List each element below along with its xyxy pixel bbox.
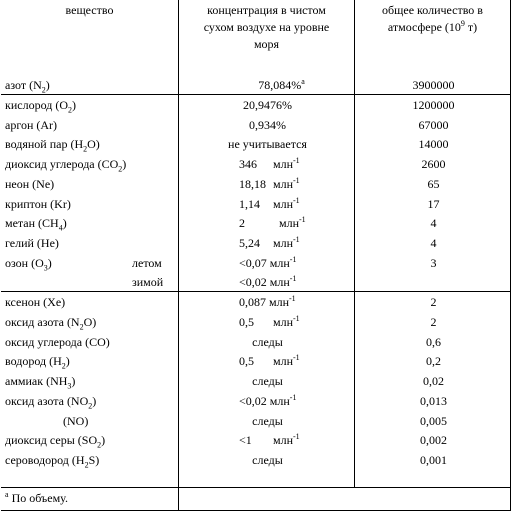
concentration-cell: [181, 335, 354, 349]
substance-cell: [5, 256, 177, 273]
header-concentration: концентрация в чистом сухом воздухе на уровне моря: [203, 3, 330, 51]
row-divider: [1, 487, 511, 488]
concentration-cell: [181, 354, 354, 368]
concentration-value: следы: [252, 374, 283, 388]
substance-cell: [5, 374, 177, 391]
total-amount-value: 0,6: [426, 335, 441, 349]
concentration-value: 20,9476%: [243, 98, 292, 112]
formula-subscript: 2: [83, 144, 88, 154]
concentration-value: следы: [252, 335, 283, 349]
unit-label: млн: [273, 197, 294, 211]
substance-cell: [5, 137, 177, 154]
concentration-value: 0,087 млн: [239, 295, 290, 309]
unit-label: млн: [273, 236, 294, 250]
substance-cell: [5, 453, 177, 470]
concentration-cell: [181, 275, 354, 289]
formula-close: ): [47, 256, 52, 270]
substance-cell: [5, 177, 177, 191]
concentration-value: 78,084%: [258, 78, 302, 92]
concentration-cell: [181, 177, 354, 191]
concentration-value: <1: [239, 433, 252, 447]
substance-cell: [5, 118, 177, 132]
total-amount-value: 1200000: [412, 98, 455, 112]
total-amount-cell: [356, 315, 511, 329]
concentration-value: 0,5: [239, 315, 254, 329]
header-substance: вещество: [65, 3, 114, 17]
unit-exponent: -1: [299, 215, 306, 224]
substance-name: неон (Ne): [5, 177, 55, 191]
formula-subscript: 2: [41, 85, 46, 95]
total-amount-cell: [356, 374, 511, 388]
total-amount-cell: [356, 394, 511, 408]
formula-close: ): [62, 216, 67, 230]
total-amount-cell: [356, 98, 511, 112]
total-amount-value: 0,002: [420, 433, 447, 447]
total-amount-cell: [356, 177, 511, 191]
substance-name: оксид азота (N: [5, 315, 80, 329]
formula-subscript: 3: [43, 263, 48, 273]
total-amount-value: 0,2: [426, 354, 441, 368]
substance-cell: [5, 315, 177, 332]
concentration-cell: [181, 216, 354, 230]
formula-close: ): [101, 433, 106, 447]
concentration-value: 346: [239, 157, 257, 171]
unit-exponent: -1: [289, 274, 297, 283]
formula-close: ): [122, 157, 127, 171]
total-amount-cell: [356, 414, 511, 428]
substance-name: сероводород (H: [5, 453, 85, 467]
substance-name: озон (O: [5, 256, 44, 270]
formula-subscript: 2: [61, 361, 66, 371]
total-amount-value: 2600: [421, 157, 446, 171]
total-amount-cell: [356, 335, 511, 349]
unit-label: млн: [273, 315, 294, 329]
total-amount-value: 14000: [418, 137, 449, 151]
total-amount-value: 2: [430, 295, 437, 309]
formula-subscript: 2: [88, 401, 93, 411]
substance-cell: [5, 433, 177, 450]
concentration-cell: [181, 453, 354, 467]
substance-cell: [5, 295, 177, 309]
total-amount-value: 0,005: [420, 414, 447, 428]
substance-name: оксид азота (NO: [5, 394, 89, 408]
concentration-value: <0,02 млн: [239, 394, 290, 408]
formula-close: ): [45, 78, 50, 92]
formula-subscript: 4: [58, 223, 63, 233]
formula-close: ): [72, 98, 76, 112]
header-total-amount: общее количество в атмосфере ($10^9$ т): [382, 3, 483, 34]
unit-exponent: -1: [293, 176, 300, 185]
total-amount-cell: [356, 354, 511, 368]
total-amount-value: 0,013: [420, 394, 447, 408]
unit-label: млн: [279, 216, 300, 230]
formula-close: ): [71, 374, 76, 388]
concentration-cell: [181, 78, 368, 92]
total-amount-cell: [356, 118, 511, 132]
substance-name: ксенон (Xe): [5, 295, 66, 309]
concentration-cell: [181, 98, 354, 112]
substance-name: аргон (Ar): [5, 118, 58, 132]
substance-name: азот (N: [5, 78, 42, 92]
formula-subscript: 2: [118, 164, 123, 174]
concentration-cell: [181, 315, 354, 329]
total-amount-cell: [356, 295, 511, 309]
substance-cell: [5, 197, 177, 211]
concentration-cell: [181, 433, 354, 447]
total-amount-value: 0,02: [423, 374, 444, 388]
substance-name: диоксид углерода (CO: [5, 157, 119, 171]
concentration-value: <0,07 млн: [239, 256, 290, 270]
unit-label: млн: [273, 354, 294, 368]
total-amount-value: 3: [430, 256, 437, 270]
substance-name: водяной пар (H: [5, 137, 84, 151]
concentration-cell: [181, 374, 354, 388]
concentration-value: не учитывается: [228, 137, 307, 151]
substance-cell: [5, 236, 177, 250]
substance-name: водород (H: [5, 354, 62, 368]
total-amount-cell: [356, 256, 511, 270]
table-bottom-border: [1, 510, 511, 511]
row-divider: [1, 291, 511, 292]
concentration-value: 1,14: [239, 197, 260, 211]
substance-name: метан (CH: [5, 216, 59, 230]
formula-close: ): [92, 394, 97, 408]
formula-subscript: 2: [84, 460, 89, 470]
unit-label: млн: [273, 157, 294, 171]
substance-cell: [5, 98, 177, 115]
formula-close: O): [83, 315, 97, 329]
substance-cell: [5, 354, 177, 371]
formula-subscript: 3: [67, 381, 72, 391]
formula-close: S): [88, 453, 100, 467]
total-amount-value: 67000: [418, 118, 449, 132]
formula-subscript: 2: [97, 440, 102, 450]
substance-cell: [5, 78, 177, 95]
concentration-cell: [181, 236, 354, 250]
concentration-value: 18,18: [239, 177, 266, 191]
concentration-cell: [181, 137, 354, 151]
total-amount-value: 0,001: [420, 453, 447, 467]
concentration-cell: [181, 118, 354, 132]
substance-name: кислород (O: [5, 98, 68, 112]
formula-close: ): [65, 354, 70, 368]
unit-exponent: -1: [293, 432, 300, 441]
row-divider: [1, 94, 511, 95]
formula-close: O): [87, 137, 100, 151]
total-amount-value: 2: [430, 315, 437, 329]
concentration-value: 0,934%: [249, 118, 286, 132]
unit-label: млн: [273, 177, 294, 191]
total-amount-cell: [356, 453, 511, 467]
total-amount-cell: [356, 157, 511, 171]
substance-cell: [5, 157, 177, 174]
total-amount-value: 4: [430, 216, 437, 230]
unit-label: млн: [273, 433, 294, 447]
unit-exponent: -1: [293, 196, 300, 205]
unit-exponent: -1: [289, 294, 296, 303]
concentration-cell: [181, 414, 354, 428]
concentration-value: 5,24: [239, 236, 260, 250]
unit-exponent: -1: [289, 255, 297, 264]
substance-name: (NO): [63, 414, 89, 428]
concentration-value: следы: [252, 453, 283, 467]
unit-exponent: -1: [293, 314, 300, 323]
concentration-value: следы: [252, 414, 283, 428]
season-label: летом: [132, 256, 162, 270]
total-amount-value: 17: [427, 197, 440, 211]
formula-subscript: 2: [68, 105, 72, 115]
concentration-value: 2: [239, 216, 245, 230]
total-amount-cell: [356, 137, 511, 151]
total-amount-value: 65: [427, 177, 440, 191]
concentration-cell: [181, 394, 354, 408]
substance-name: оксид углерода (CO): [5, 335, 110, 349]
unit-exponent: -1: [293, 156, 300, 165]
total-amount-cell: [356, 197, 511, 211]
unit-exponent: -1: [293, 235, 300, 244]
substance-cell: [5, 216, 177, 233]
substance-name: гелий (He): [5, 236, 59, 250]
concentration-cell: [181, 295, 354, 309]
season-label: зимой: [132, 275, 164, 289]
footnote: $^a$ По объему.: [5, 490, 68, 505]
gas-composition-table: [1, 0, 511, 511]
total-amount-value: 3900000: [412, 78, 455, 92]
substance-name: аммиак (NH: [5, 374, 68, 388]
substance-name: диоксид серы (SO: [5, 433, 98, 447]
concentration-cell: [181, 256, 354, 270]
concentration-value: 0,5: [239, 354, 254, 368]
total-amount-cell: [356, 216, 511, 230]
unit-exponent: -1: [293, 353, 300, 362]
total-amount-cell: [356, 236, 511, 250]
substance-name: криптон (Kr): [5, 197, 71, 211]
concentration-cell: [181, 157, 354, 171]
footnote-mark: a: [301, 77, 305, 86]
total-amount-value: 4: [430, 236, 437, 250]
column-divider: [354, 0, 355, 488]
formula-subscript: 2: [79, 322, 84, 332]
concentration-cell: [181, 197, 354, 211]
concentration-value: <0,02 млн: [239, 275, 290, 289]
column-divider: [178, 0, 179, 511]
unit-exponent: -1: [289, 393, 297, 402]
substance-cell: [5, 394, 177, 411]
substance-cell: [5, 335, 177, 349]
total-amount-cell: [356, 78, 511, 92]
total-amount-cell: [356, 433, 511, 447]
